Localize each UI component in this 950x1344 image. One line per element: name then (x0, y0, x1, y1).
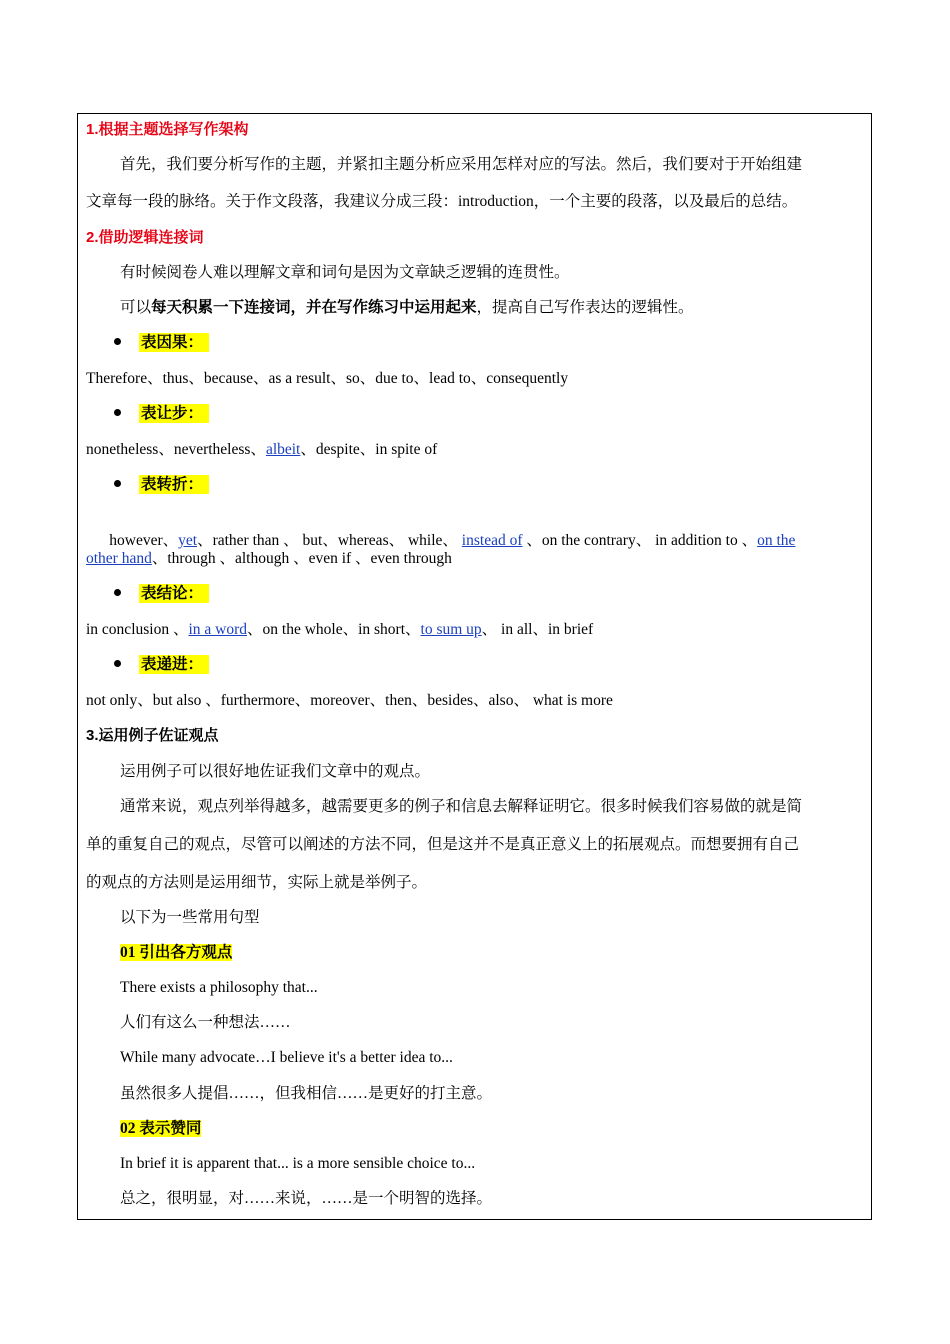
bullet-concession (114, 404, 209, 424)
bullet-icon (114, 589, 121, 596)
example-translation: 总之，很明显，对……来说，……是一个明智的选择。 (120, 1190, 493, 1207)
word-list (86, 549, 452, 569)
example-sentence: While many advocate…I believe it's a better idea to... (120, 1049, 453, 1066)
bullet-icon (114, 338, 121, 345)
text: 、through 、although 、even if 、even through (151, 550, 452, 567)
word-list (86, 620, 593, 640)
bullet-label: 表递进： (139, 655, 209, 674)
text: ，提高自己写作表达的逻辑性。 (476, 299, 694, 316)
paragraph: 运用例子可以很好地佐证我们文章中的观点。 (120, 763, 431, 780)
bullet-label: 表转折： (139, 475, 209, 494)
bullet-label: 表因果： (139, 333, 209, 352)
subheading-01 (120, 943, 232, 963)
example-translation: 虽然很多人提倡……，但我相信……是更好的打主意。 (120, 1085, 493, 1102)
bullet-icon (114, 660, 121, 667)
bold-text: 每天积累一下连接词，并在写作练习中运用起来 (151, 299, 477, 316)
bullet-cause-effect (114, 333, 209, 353)
subheading-02 (120, 1119, 201, 1139)
paragraph: 的观点的方法则是运用细节，实际上就是举例子。 (86, 874, 428, 891)
bullet-label: 表结论： (139, 584, 209, 603)
link-instead-of[interactable]: instead of (461, 532, 523, 549)
link-to-sum-up[interactable]: to sum up (420, 621, 482, 638)
example-translation: 人们有这么一种想法…… (120, 1014, 291, 1031)
paragraph: 首先，我们要分析写作的主题，并紧扣主题分析应采用怎样对应的写法。然后，我们要对于开始组建 (120, 156, 803, 173)
paragraph: 以下为一些常用句型 (120, 909, 260, 926)
highlight-label: 01 引出各方观点 (120, 944, 233, 961)
word-list (86, 440, 437, 460)
text: nonetheless、nevertheless、 (86, 441, 266, 458)
bullet-conclusion (114, 584, 209, 604)
link-on-the-other-hand[interactable]: other hand (86, 550, 152, 567)
link-yet[interactable]: yet (178, 532, 198, 549)
link-in-a-word[interactable]: in a word (188, 621, 248, 638)
example-sentence: In brief it is apparent that... is a more sensible choice to... (120, 1155, 476, 1172)
text: 、despite、in spite of (300, 441, 438, 458)
bullet-progression (114, 655, 209, 675)
section-3-heading: 3.运用例子佐证观点 (86, 727, 219, 744)
text: however、 (109, 532, 179, 549)
bullet-icon (114, 409, 121, 416)
link-on-the-other-hand[interactable]: on the (757, 532, 796, 549)
word-list: not only、but also 、furthermore、moreover、then、besides、also、 what is more (86, 692, 613, 709)
word-list: Therefore、thus、because、as a result、so、due to、lead to、consequently (86, 370, 569, 387)
text: 、on the whole、in short、 (247, 621, 421, 638)
paragraph: 单的重复自己的观点，尽管可以阐述的方法不同，但是这并不是真正意义上的拓展观点。而想要拥有自己 (86, 836, 800, 853)
link-albeit[interactable]: albeit (265, 441, 301, 458)
content-box (77, 113, 872, 1220)
paragraph: 文章每一段的脉络。关于作文段落，我建议分成三段：introduction，一个主要的段落，以及最后的总结。 (86, 193, 798, 210)
example-sentence: There exists a philosophy that... (120, 979, 318, 996)
bullet-contrast (114, 475, 209, 495)
section-2-heading: 2.借助逻辑连接词 (86, 229, 204, 246)
paragraph: 通常来说，观点列举得越多，越需要更多的例子和信息去解释证明它。很多时候我们容易做的就是简 (120, 798, 803, 815)
text: 、 in all、in brief (481, 621, 594, 638)
text: in conclusion 、 (86, 621, 189, 638)
text: 可以 (120, 299, 152, 316)
bullet-icon (114, 480, 121, 487)
paragraph: 有时候阅卷人难以理解文章和词句是因为文章缺乏逻辑的连贯性。 (120, 264, 570, 281)
bullet-label: 表让步： (139, 404, 209, 423)
section-1-heading: 1.根据主题选择写作架构 (86, 121, 249, 138)
text: 、rather than 、 but、whereas、 while、 (197, 532, 462, 549)
highlight-label: 02 表示赞同 (120, 1120, 202, 1137)
paragraph (120, 298, 694, 318)
text: 、on the contrary、 in addition to 、 (522, 532, 758, 549)
